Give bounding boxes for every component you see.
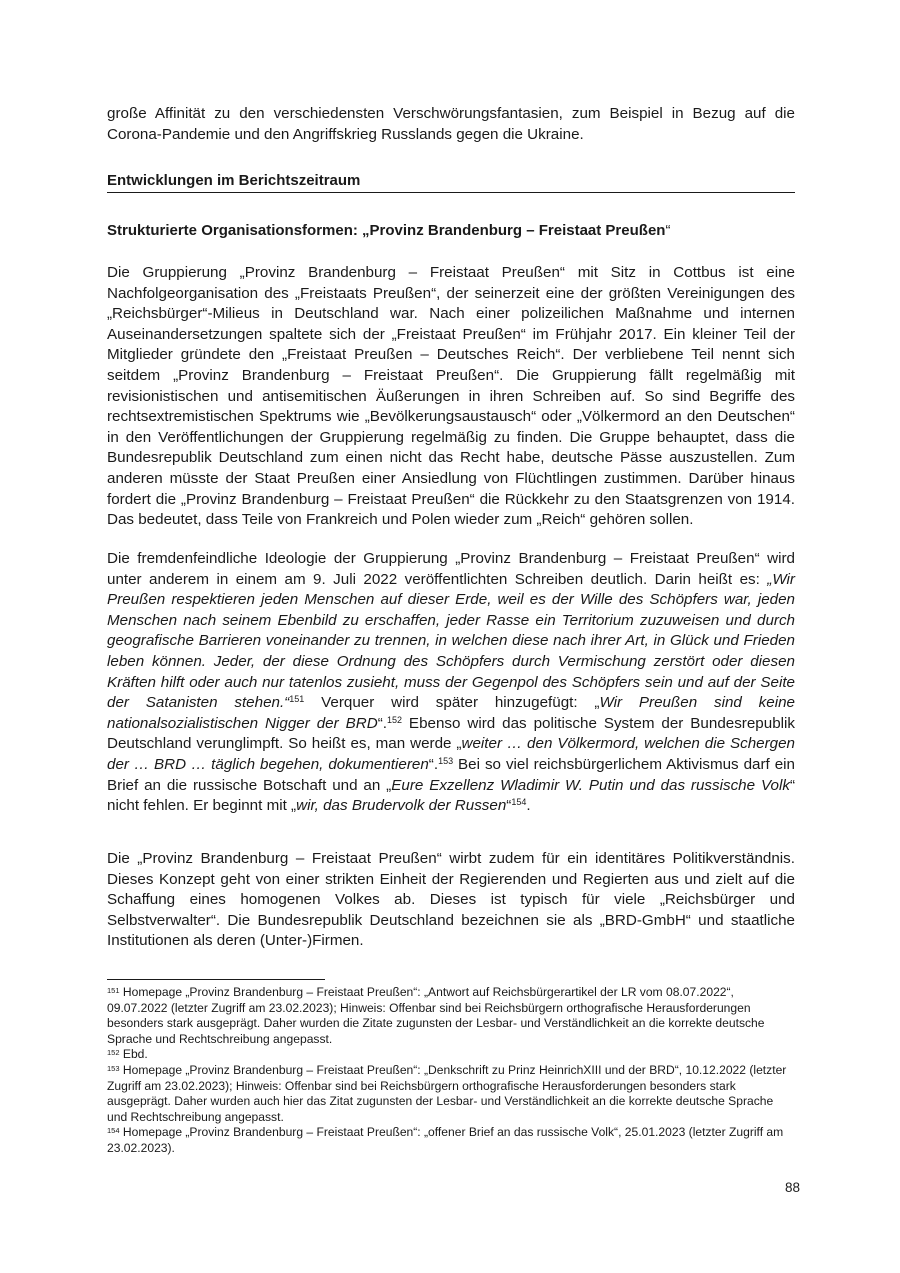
footnote-ref-154[interactable]: 154 <box>511 797 527 808</box>
p2-quote-1: „Wir Preußen respektieren jeden Menschen auf dieser Erde, weil es der Wille des Schöpfers war, jeden Menschen nach seinem Ebenbild zu erschaffen, jeder Rasse ein Territorium zuzuweisen und durch geografische Barrieren voneinander zu trennen, in welchen diese nach ihrer Art, in Glück und Frieden leben können. Jeder, der diese Ordnung des Schöpfers durch Vermischung zerstört oder diesen Kräften hilft oder auch nur tatenlos zusieht, muss der Gegenpol des Schöpfers sein und auf der Seite der Satanisten stehen.“ <box>107 570 795 712</box>
footnote-text: Ebd. <box>119 1047 148 1062</box>
p2-text-6: Bei so viel reichsbürgerlichem Aktivismus darf ein Brief an die russische Botschaft und an „ <box>107 755 795 794</box>
footnote-number: 154 <box>107 1126 120 1136</box>
paragraph-1: Die Gruppierung „Provinz Brandenburg – Freistaat Preußen“ mit Sitz in Cottbus ist eine Nachfolgeorganisation des „Freistaats Preußen“, der seinerzeit eine der größten Vereinigungen des „Reichsbürger“-Milieus in Deutschland war. Nach einer polizeilichen Maßnahme und internen Auseinandersetzungen spaltete sich der „Freistaat Preußen“ im Frühjahr 2017. Ein kleiner Teil der Mitglieder gründete den „Freistaat Preußen – Deutsches Reich“. Der verbliebene Teil nennt sich seitdem „Provinz Brandenburg – Freistaat Preußen“. Die Gruppierung fällt regelmäßig mit revisionistischen und antisemitischen Äußerungen in ihren Schreiben auf. So sind Begriffe des rechtsextremistischen Spektrums wie „Bevölkerungsaustausch“ oder „Völkermord an den Deutschen“ in den Veröffentlichungen der Gruppierung regelmäßig zu finden. Die Gruppe behauptet, dass die Bundesrepublik Deutschland zum einen nicht das Recht habe, deutsche Pässe auszustellen. Zum anderen müsste der Staat Preußen einer Ansiedlung von Flüchtlingen zustimmen. Darüber hinaus fordert die „Provinz Brandenburg – Freistaat Preußen“ die Rückkehr zu den Staatsgrenzen von 1914. Das bedeutet, dass Teile von Frankreich und Polen wieder zum „Reich“ gehören sollen. <box>107 264 795 529</box>
page-number: 88 <box>784 1180 800 1195</box>
footnote-ref-153[interactable]: 153 <box>438 755 454 766</box>
p2-text-7: “ nicht fehlen. Er beginnt mit „ <box>107 776 795 815</box>
p2-text-3: “. <box>377 714 387 732</box>
footnote-text: Homepage „Provinz Brandenburg – Freistaat Preußen“: „offener Brief an das russische Volk“, 25.01.2023 (letzter Zugriff am 23.02.2023). <box>107 1125 784 1155</box>
footnote-text: Homepage „Provinz Brandenburg – Freistaat Preußen“: „Antwort auf Reichsbürgerartikel der LR vom 08.07.2022“, 09.07.2022 (letzter Zugriff am 23.02.2023); Hinweis: Offenbar sind bei Reichsbürgern orthografische Herausforderungen besonders stark ausgeprägt. Daher wurden die Zitate zugunsten der Lesbar- und Verständlichkeit an die korrekte deutsche Sprache und Rechtschreibung angepasst. <box>107 985 765 1046</box>
subheading-close-quote: “ <box>665 222 671 239</box>
footnote-152 <box>107 1047 795 1063</box>
paragraph-2 <box>107 549 795 817</box>
p2-text-1: Die fremdenfeindliche Ideologie der Gruppierung „Provinz Brandenburg – Freistaat Preußen“ wird unter anderem in einem am 9. Juli 2022 veröffentlichten Schreiben deutlich. Darin heißt es: <box>107 550 795 588</box>
p2-text-8: “ <box>506 797 512 815</box>
subheading <box>107 221 795 241</box>
p2-quote-5: wir, das Brudervolk der Russen <box>296 797 507 815</box>
p2-text-4: Ebenso wird das politische System der Bundesrepublik Deutschland verunglimpft. So heißt es, man werde „ <box>107 714 795 753</box>
footnote-151 <box>107 985 795 1047</box>
footnote-divider <box>107 979 325 980</box>
p2-quote-2: Wir Preußen sind keine nationalsozialistischen Nigger der BRD <box>107 694 795 732</box>
subheading-text: Strukturierte Organisationsformen: „Provinz Brandenburg – Freistaat Preußen <box>107 222 666 239</box>
p2-quote-4: Eure Exzellenz Wladimir W. Putin und das russische Volk <box>391 776 790 794</box>
footnote-text: Homepage „Provinz Brandenburg – Freistaat Preußen“: „Denkschrift zu Prinz HeinrichXIII und der BRD“, 10.12.2022 (letzter Zugriff am 23.02.2023); Hinweis: Offenbar sind bei Reichsbürgern orthografische Herausforderungen besonders stark ausgeprägt. Daher wurden auch hier das Zitat zugunsten der Lesbar- und Verständlichkeit an die korrekte deutsche Sprache und Rechtschreibung angepasst. <box>107 1062 787 1124</box>
p2-text-5: “. <box>428 755 439 773</box>
footnote-number: 152 <box>107 1048 120 1058</box>
footnote-ref-152[interactable]: 152 <box>386 714 402 725</box>
footnote-ref-151[interactable]: 151 <box>289 694 305 705</box>
p2-text-2: Verquer wird später hinzugefügt: „ <box>304 694 600 712</box>
footnote-number: 151 <box>107 986 120 995</box>
intro-paragraph: große Affinität zu den verschiedensten Verschwörungsfantasien, zum Beispiel in Bezug auf die Corona-Pandemie und den Angriffskrieg Russlands gegen die Ukraine. <box>107 105 795 143</box>
footnote-154 <box>107 1125 795 1156</box>
footnote-153 <box>107 1063 795 1125</box>
p2-text-9: . <box>526 797 531 815</box>
p2-quote-3: weiter … den Völkermord, welchen die Schergen der … BRD … täglich begehen, dokumentieren <box>107 735 795 773</box>
section-heading: Entwicklungen im Berichtszeitraum <box>107 171 795 193</box>
footnote-number: 153 <box>107 1063 120 1073</box>
paragraph-3: Die „Provinz Brandenburg – Freistaat Preußen“ wirbt zudem für ein identitäres Politikverständnis. Dieses Konzept geht von einer strikten Einheit der Regierenden und Regierten aus und zielt auf die Schaffung eines homogenen Volkes ab. Dieses ist typisch für viele „Reichsbürger und Selbstverwalter“. Die Bundesrepublik Deutschland bezeichnen sie als „BRD-GmbH“ und staatliche Institutionen als deren (Unter-)Firmen. <box>107 850 795 950</box>
footnotes <box>107 985 795 1157</box>
